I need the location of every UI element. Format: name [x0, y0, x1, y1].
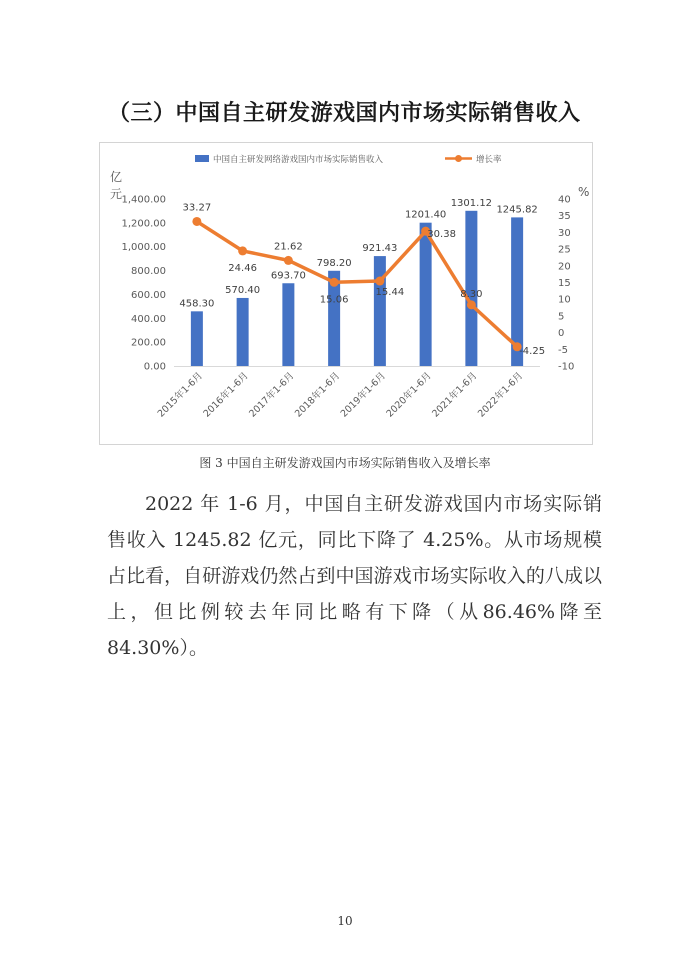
line-data-label: 33.27 [182, 202, 212, 214]
right-axis-tick: 30 [558, 227, 571, 239]
left-axis-tick: 200.00 [131, 337, 166, 349]
left-axis-tick: 1,000.00 [121, 242, 166, 254]
bar-data-label: 1245.82 [496, 204, 538, 216]
bar-data-label: 1201.40 [404, 209, 447, 221]
bar [420, 223, 432, 366]
bar-data-label: 458.30 [179, 298, 215, 310]
right-axis-tick: 10 [558, 294, 571, 306]
legend-line-marker [455, 155, 462, 162]
left-axis-tick: 800.00 [131, 266, 166, 278]
bar [282, 283, 294, 366]
chart-container [99, 142, 593, 445]
left-axis-unit-char: 亿 [110, 170, 123, 184]
bar-data-label: 570.40 [225, 284, 261, 296]
left-axis-tick: 400.00 [131, 313, 166, 325]
x-axis-category-label: 2020年1-6月 [384, 370, 434, 420]
right-axis-tick: 40 [558, 194, 571, 206]
line-data-label: 21.62 [274, 241, 303, 253]
line-data-label: 15.06 [319, 294, 349, 306]
figure-caption: 图 3 中国自主研发游戏国内市场实际销售收入及增长率 [199, 456, 491, 470]
x-axis-category-label: 2015年1-6月 [155, 370, 205, 420]
line-data-label: 30.38 [427, 229, 456, 241]
bar [191, 311, 203, 366]
left-axis-tick: 1,400.00 [121, 194, 166, 206]
page-number: 10 [337, 914, 353, 928]
bar-data-label: 921.43 [362, 243, 398, 255]
legend-bar-swatch [195, 155, 209, 162]
revenue-growth-chart [100, 143, 594, 446]
right-axis-tick: -5 [558, 344, 568, 356]
growth-rate-point [467, 300, 476, 309]
bar-data-label: 1301.12 [450, 197, 493, 209]
line-data-label: 24.46 [228, 262, 257, 274]
right-axis-tick: 35 [558, 211, 571, 223]
right-axis-tick: 25 [558, 244, 571, 256]
x-axis-category-label: 2021年1-6月 [430, 370, 480, 420]
right-axis-tick: 5 [558, 311, 565, 323]
bar [237, 298, 249, 366]
right-axis-tick: -10 [558, 361, 575, 373]
body-paragraph: 2022 年 1-6 月，中国自主研发游戏国内市场实际销售收入 1245.82 亿元，同比下降了 4.25%。从市场规模占比看，自研游戏仍然占到中国游戏市场实际收入的八成以上，但比例较去年同比略有下降（从86.46%降至84.30%）。 [107, 493, 602, 659]
right-axis-tick: 0 [558, 328, 565, 340]
right-axis-tick: 20 [558, 261, 571, 273]
x-axis-category-label: 2022年1-6月 [475, 370, 526, 420]
growth-rate-point [330, 278, 339, 287]
bar [374, 256, 386, 366]
legend-bar-label: 中国自主研发网络游戏国内市场实际销售收入 [213, 155, 384, 165]
x-axis-category-label: 2017年1-6月 [247, 370, 297, 420]
line-data-label: -4.25 [519, 345, 546, 357]
bar-data-label: 693.70 [270, 270, 306, 282]
left-axis-tick: 600.00 [131, 289, 166, 301]
growth-rate-point [375, 277, 384, 286]
line-data-label: 8.30 [460, 288, 483, 300]
left-axis-tick: 1,200.00 [121, 218, 166, 230]
x-axis-category-label: 2016年1-6月 [201, 370, 251, 420]
right-axis-unit: % [578, 185, 590, 199]
left-axis-tick: 0.00 [143, 361, 166, 373]
right-axis-tick: 15 [558, 278, 571, 289]
x-axis-category-label: 2018年1-6月 [292, 370, 343, 420]
line-data-label: 15.44 [375, 287, 405, 299]
section-heading: （三）中国自主研发游戏国内市场实际销售收入 [108, 101, 581, 126]
growth-rate-point [192, 217, 201, 226]
growth-rate-point [238, 246, 247, 255]
legend-line-label: 增长率 [476, 155, 502, 165]
growth-rate-point [284, 256, 293, 265]
x-axis-category-label: 2019年1-6月 [338, 370, 388, 420]
bar-data-label: 798.20 [316, 257, 352, 269]
left-axis-unit-char: 元 [110, 187, 123, 201]
